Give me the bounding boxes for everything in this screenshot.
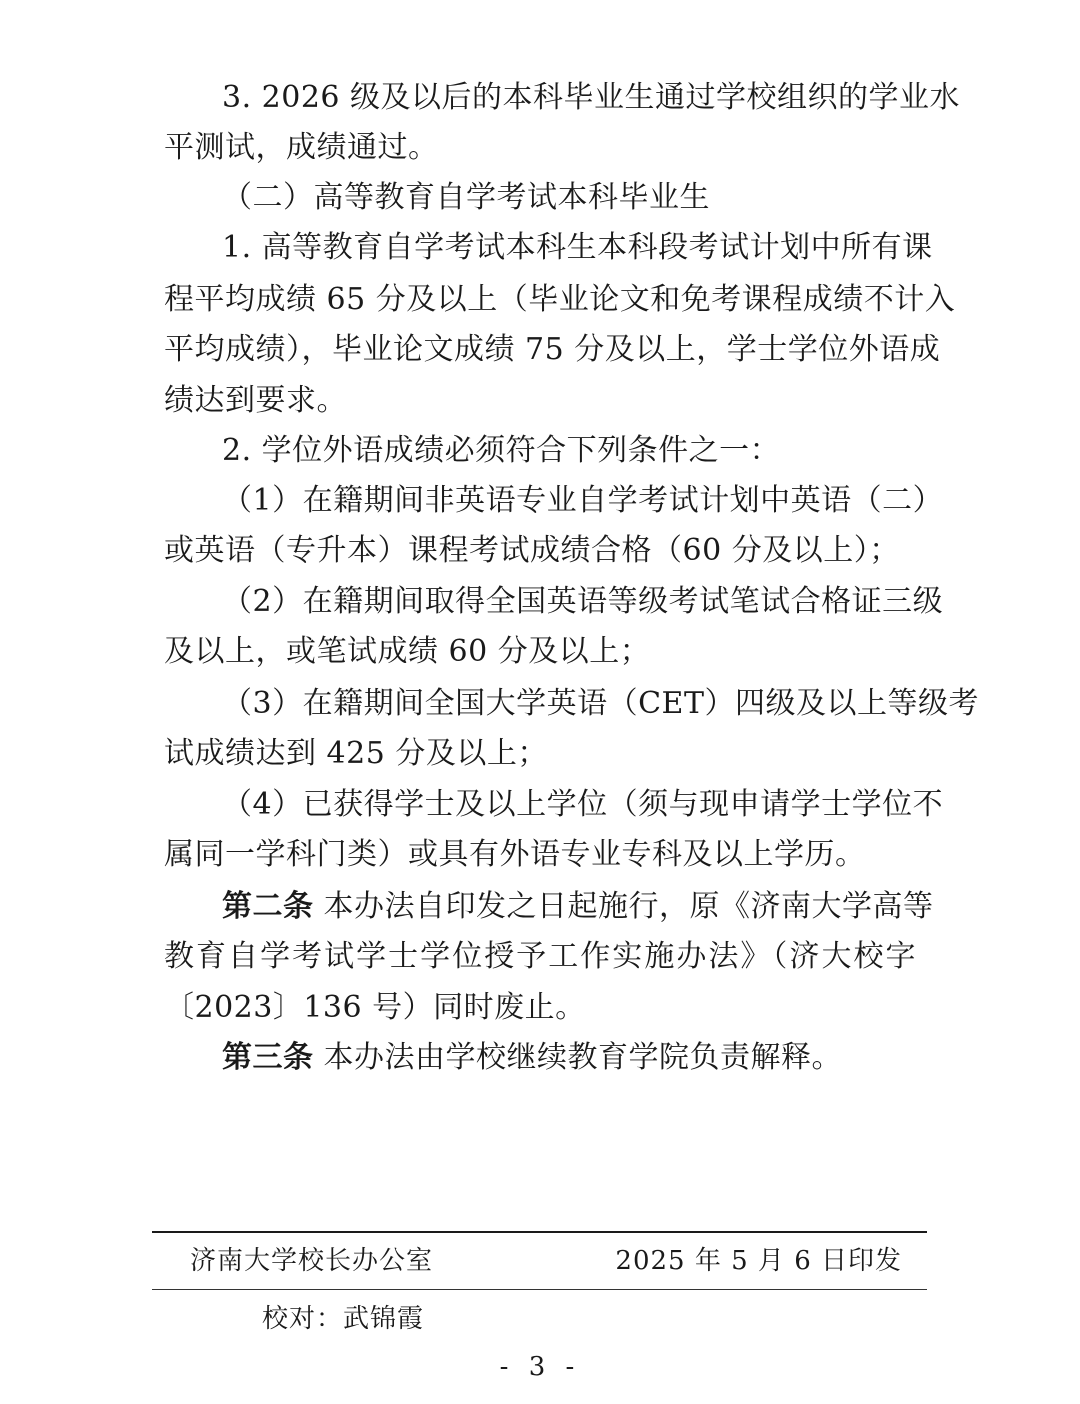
article-line — [222, 887, 934, 927]
section-heading: （二）高等教育自学考试本科毕业生 — [222, 180, 710, 215]
body-line: 教育自学考试学士学位授予工作实施办法》（济大校字 — [164, 939, 916, 974]
body-line: 3. 2026 级及以后的本科毕业生通过学校组织的学业水 — [222, 80, 961, 115]
body-line: 平均成绩），毕业论文成绩 75 分及以上，学士学位外语成 — [164, 332, 941, 367]
footer-bottom-rule — [152, 1289, 927, 1290]
proofreader-line: 校对：武锦霞 — [262, 1304, 425, 1334]
body-line: 或英语（专升本）课程考试成绩合格（60 分及以上）； — [164, 533, 900, 568]
body-line: 及以上，或笔试成绩 60 分及以上； — [164, 634, 651, 669]
article-label: 第三条 — [222, 1040, 314, 1075]
article-label: 第二条 — [222, 889, 314, 924]
body-line: 平测试，成绩通过。 — [164, 130, 439, 165]
article-text: 本办法由学校继续教育学院负责解释。 — [313, 1040, 843, 1075]
body-line: 绩达到要求。 — [164, 383, 347, 418]
page-number: - 3 - — [499, 1352, 581, 1382]
body-line: （2）在籍期间取得全国英语等级考试笔试合格证三级 — [222, 584, 944, 619]
footer-top-rule — [152, 1231, 927, 1233]
article-line — [222, 1038, 916, 1078]
body-line: （1）在籍期间非英语专业自学考试计划中英语（二） — [222, 483, 944, 518]
body-line: （4）已获得学士及以上学位（须与现申请学士学位不 — [222, 787, 944, 822]
body-line: 试成绩达到 425 分及以上； — [164, 736, 548, 771]
issue-date: 2025 年 5 月 6 日印发 — [615, 1246, 902, 1276]
article-text: 本办法自印发之日起施行，原《济南大学高等 — [313, 889, 934, 924]
body-line: 〔2023〕136 号）同时废止。 — [164, 990, 586, 1025]
body-line: （3）在籍期间全国大学英语（CET）四级及以上等级考 — [222, 686, 979, 721]
body-line: 程平均成绩 65 分及以上（毕业论文和免考课程成绩不计入 — [164, 282, 956, 317]
body-line: 1. 高等教育自学考试本科生本科段考试计划中所有课 — [222, 230, 933, 265]
body-line: 属同一学科门类）或具有外语专业专科及以上学历。 — [164, 837, 866, 872]
body-line: 2. 学位外语成绩必须符合下列条件之一： — [222, 433, 781, 468]
issuer-name: 济南大学校长办公室 — [190, 1246, 434, 1276]
